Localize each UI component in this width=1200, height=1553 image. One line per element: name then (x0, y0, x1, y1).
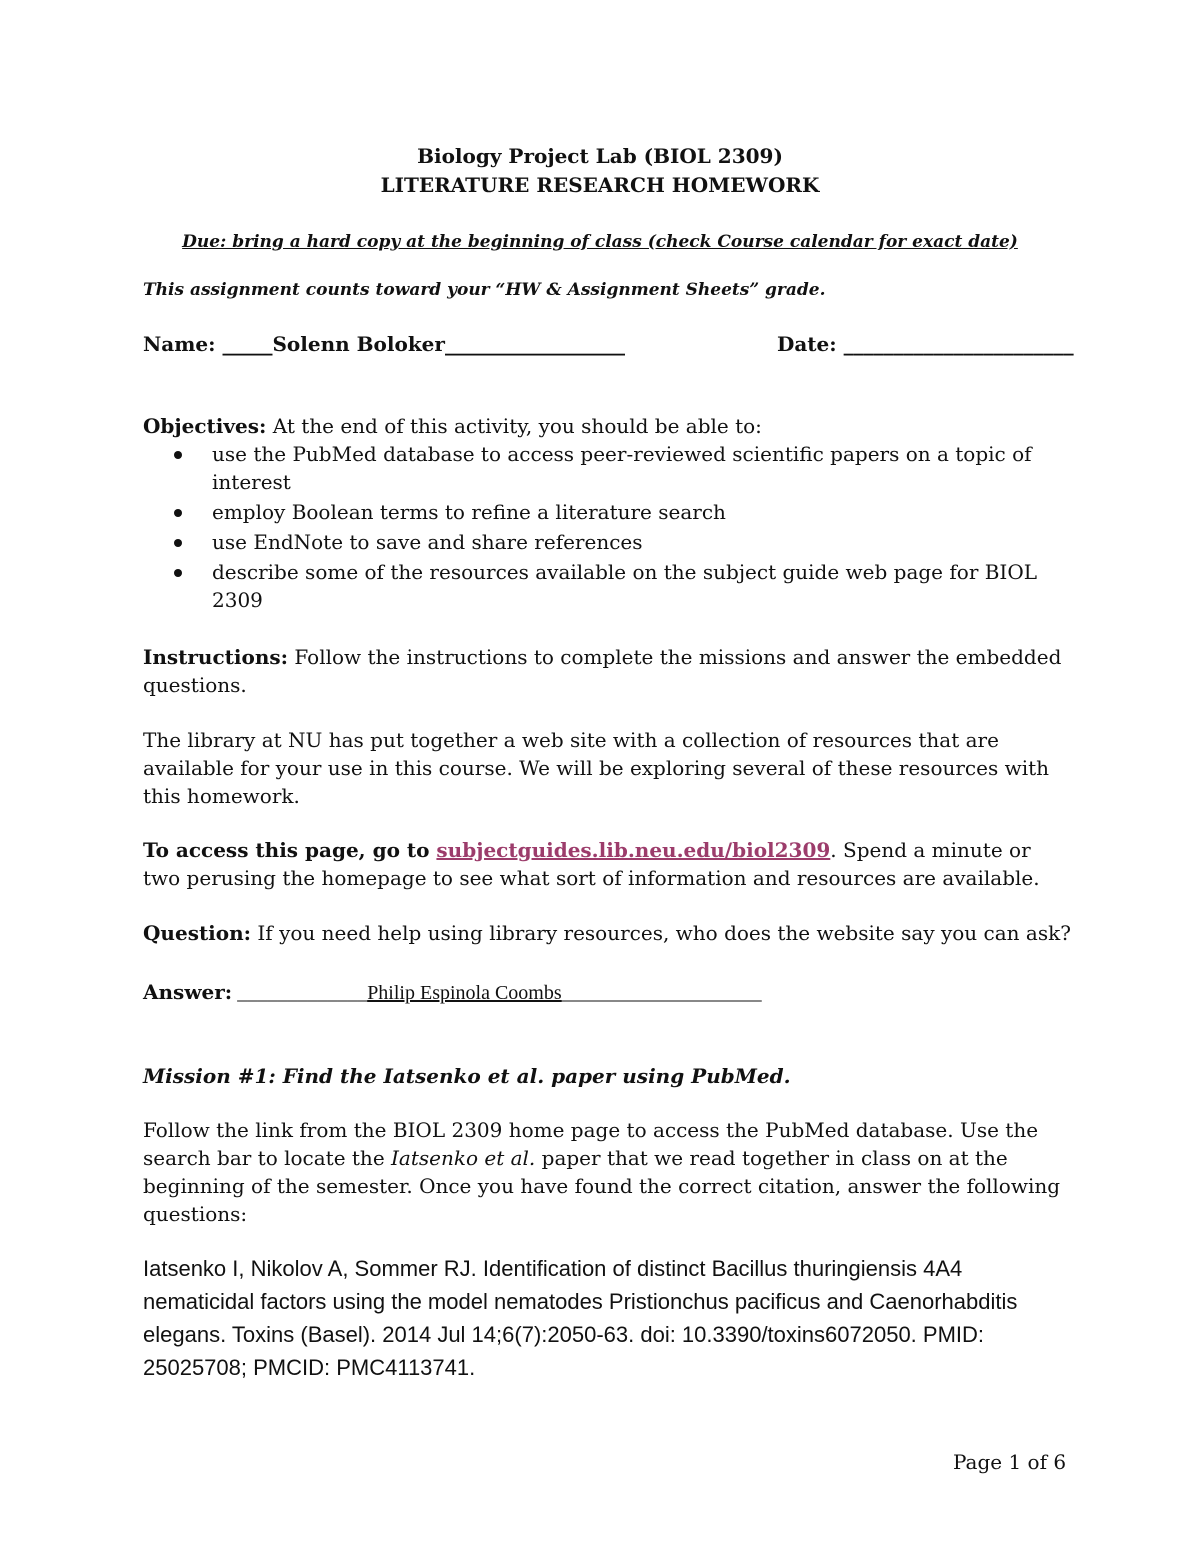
due-note: Due: bring a hard copy at the beginning of class (check Course calendar for exact date) (182, 232, 1018, 252)
question-label: Question: (143, 921, 252, 945)
name-label: Name: (143, 332, 216, 356)
instructions-paragraph (143, 643, 1063, 699)
answer-suffix-blank: ____________________ (561, 982, 762, 1004)
date-label: Date: (777, 332, 837, 356)
name-suffix-blank: __________________ (444, 332, 625, 356)
date-field (777, 330, 1074, 358)
objective-item: describe some of the resources available on the subject guide web page for BIOL 2309 (212, 558, 1092, 614)
answer-line (143, 978, 762, 1007)
subject-guide-link[interactable]: subjectguides.lib.neu.edu/biol2309 (436, 838, 831, 862)
page-number: Page 1 of 6 (953, 1450, 1067, 1474)
access-lead: To access this page, go to (143, 838, 437, 862)
instructions-text: Follow the instructions to complete the missions and answer the embedded questions. (143, 645, 1062, 697)
objective-item: use EndNote to save and share references (212, 528, 1092, 556)
paper-citation: Iatsenko I, Nikolov A, Sommer RJ. Identification of distinct Bacillus thuringiensis 4A4 nematicidal factors using the model nematodes Pristionchus pacificus and Caenorhabditis elegans. Toxins (Basel). 2014 Jul 14;6(7):2050-63. doi: 10.3390/toxins6072050. PMID: 25025708; PMCID: PMC4113741. (143, 1256, 1018, 1380)
objective-item: use the PubMed database to access peer-reviewed scientific papers on a topic of interest (212, 440, 1092, 496)
mission-body-italic: Iatsenko et al. (391, 1146, 536, 1170)
name-value: Solenn Boloker (272, 332, 445, 356)
access-paragraph (143, 836, 1063, 892)
mission-title: Mission #1: Find the Iatsenko et al. paper using PubMed. (143, 1064, 791, 1088)
grade-note: This assignment counts toward your “HW & Assignment Sheets” grade. (143, 280, 826, 300)
objective-item: employ Boolean terms to refine a literature search (212, 498, 1092, 526)
document-title: Biology Project Lab (BIOL 2309) (417, 144, 783, 168)
question-paragraph (143, 919, 1083, 947)
objectives-intro: At the end of this activity, you should be able to: (266, 414, 762, 438)
mission-body (143, 1116, 1063, 1228)
name-prefix-blank: _____ (215, 332, 273, 356)
objectives-label: Objectives: (143, 414, 267, 438)
question-text: If you need help using library resources, who does the website say you can ask? (251, 921, 1071, 945)
answer-prefix-blank: _____________ (232, 982, 368, 1004)
name-field (143, 330, 625, 358)
answer-label: Answer: (143, 980, 233, 1004)
answer-value: Philip Espinola Coombs (367, 982, 562, 1004)
objectives-heading (143, 412, 1063, 440)
objectives-list (170, 440, 1092, 616)
mission-body-start: Follow the link from the BIOL 2309 home page to access the PubMed database. Use the search bar to locate the (143, 1118, 1039, 1170)
library-paragraph: The library at NU has put together a web site with a collection of resources that are available for your use in this course. We will be exploring several of these resources with this homework. (143, 728, 1050, 808)
mission-body-end: paper that we read together in class on at the beginning of the semester. Once you have found the correct citation, answer the following questions: (143, 1146, 1061, 1226)
date-value: _______________________ (836, 332, 1074, 356)
access-rest: . Spend a minute or two perusing the homepage to see what sort of information and resources are available. (143, 838, 1040, 890)
document-subtitle: LITERATURE RESEARCH HOMEWORK (380, 173, 820, 197)
instructions-label: Instructions: (143, 645, 289, 669)
